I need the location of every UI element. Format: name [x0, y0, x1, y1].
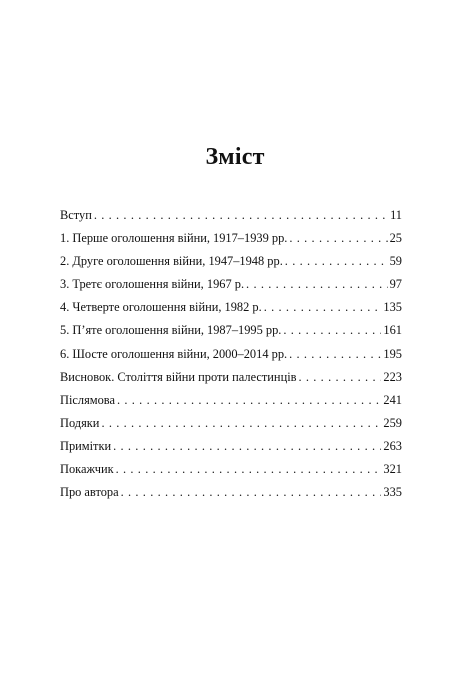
dot-leader — [264, 296, 382, 319]
dot-leader — [116, 458, 382, 481]
toc-entry-title: Про автора — [60, 485, 119, 500]
dot-leader — [299, 366, 382, 389]
dot-leader — [283, 319, 381, 342]
toc-page-number: 135 — [383, 300, 402, 315]
toc-entry-chapter-4 — [60, 296, 402, 319]
toc-page-number: 11 — [390, 208, 402, 222]
toc-entry-conclusion — [60, 366, 402, 389]
toc-entry-introduction — [60, 204, 402, 227]
toc-entry-index — [60, 458, 402, 481]
toc-page-number: 241 — [383, 392, 402, 407]
toc-entry-title: Висновок. Століття війни проти палестинців — [60, 369, 297, 384]
toc-entry-title: Подяки — [60, 415, 100, 430]
table-of-contents — [60, 204, 402, 504]
dot-leader — [289, 343, 381, 366]
toc-entry-title: Післямова — [60, 392, 115, 407]
toc-entry-title: Вступ — [60, 208, 92, 222]
toc-entry-acknowledgments — [60, 412, 402, 435]
dot-leader — [285, 250, 388, 273]
dot-leader — [289, 227, 387, 250]
toc-page-number: 259 — [383, 415, 402, 430]
toc-entry-chapter-2 — [60, 250, 402, 273]
toc-page-number: 335 — [383, 485, 402, 500]
toc-page-number: 25 — [389, 231, 402, 246]
toc-entry-title: Покажчик — [60, 462, 114, 477]
toc-entry-chapter-6 — [60, 343, 402, 366]
toc-entry-title: 2. Друге оголошення війни, 1947–1948 рр. — [60, 254, 283, 269]
toc-page-number: 161 — [383, 323, 402, 338]
dot-leader — [117, 389, 381, 412]
dot-leader — [101, 412, 381, 435]
toc-entry-afterword — [60, 389, 402, 412]
dot-leader — [94, 204, 388, 227]
dot-leader — [113, 435, 381, 458]
toc-page-number: 59 — [389, 254, 402, 269]
toc-entry-about-author — [60, 481, 402, 504]
toc-entry-title: 4. Четверте оголошення війни, 1982 р. — [60, 300, 262, 315]
toc-page-number: 195 — [383, 346, 402, 361]
toc-entry-title: 3. Третє оголошення війни, 1967 р. — [60, 277, 245, 292]
toc-entry-title: 6. Шосте оголошення війни, 2000–2014 рр. — [60, 346, 288, 361]
toc-entry-title: 1. Перше оголошення війни, 1917–1939 рр. — [60, 231, 288, 246]
toc-page-number: 97 — [389, 277, 402, 292]
dot-leader — [246, 273, 388, 296]
toc-entry-notes — [60, 435, 402, 458]
toc-entry-title: 5. П’яте оголошення війни, 1987–1995 рр. — [60, 323, 282, 338]
toc-page-number: 321 — [383, 462, 402, 477]
toc-entry-chapter-5 — [60, 319, 402, 342]
dot-leader — [121, 481, 382, 504]
toc-entry-title: Примітки — [60, 438, 112, 453]
page-title: Зміст — [205, 144, 265, 170]
toc-entry-chapter-1 — [60, 227, 402, 250]
toc-page-number: 263 — [383, 438, 402, 453]
toc-page-number: 223 — [383, 369, 402, 384]
toc-entry-chapter-3 — [60, 273, 402, 296]
